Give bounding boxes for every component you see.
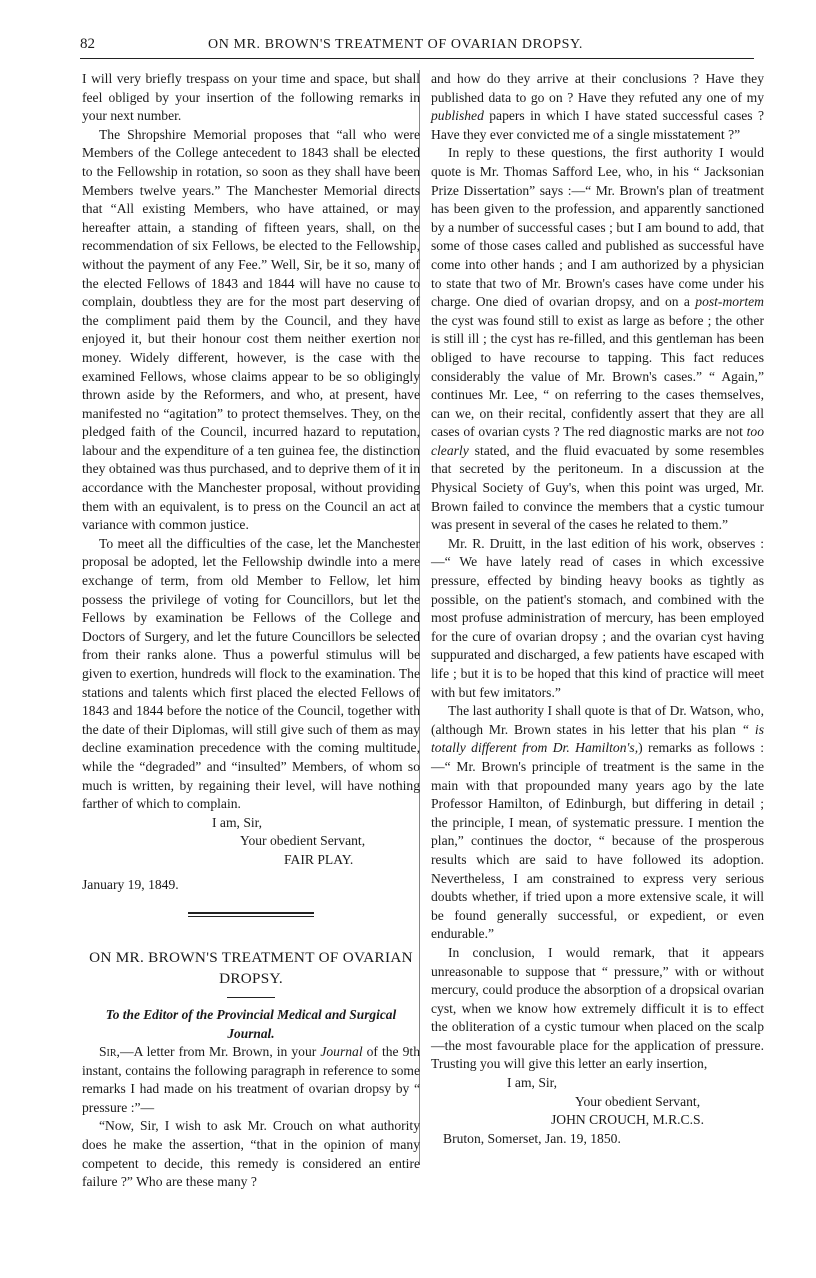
closing-servant: Your obedient Servant, xyxy=(575,1093,701,1109)
letter-date: January 19, 1849. xyxy=(82,876,179,892)
signature: FAIR PLAY. xyxy=(284,851,354,867)
paragraph: The Shropshire Memorial proposes that “all who were Members of the College antecedent to 1843 shall be elected to the Fellowship in rotation, so soon as they shall have been Members twelve years.” The Manchester Memorial directs that “All existing Members, who have attained, or may hereafter attain, a standing of fifteen years, shall, on the recommendation of six Fellows, be elected to the Fellowship, without the payment of any Fee.” Well, Sir, be it so, many of the elected Fellows of 1843 and 1844 will have no cause to complain, doubtless they are for the most part deserving of the compliment paid them by the Council, and they have enjoyed it, but their honour cost them neither exertion nor money. Widely different, however, is the case with the examined Fellows, whose claims appear to be so obligingly thrown aside by the Reformers, and who, at present, have manifested no “agitation” to protect themselves. They, on the pledged faith of the Council, incurred hazard to reputation, labour and the expenditure of a ten guinea fee, the distinction they obtained was thus purchased, and to deprive them of it in accordance with the Manchester proposal, without providing them with an equivalent, is to press on the Council an act at variance with common justice. xyxy=(82,126,420,533)
text-run: papers in which I have stated successful cases ? Have they ever convicted me of a single misstatement ?” xyxy=(431,108,764,142)
paragraph xyxy=(431,702,764,944)
paragraph xyxy=(431,70,764,144)
title-rule xyxy=(227,997,275,998)
italic-run: post-mortem xyxy=(695,294,764,310)
page-number: 82 xyxy=(80,36,95,52)
italic-run: “ is totally different from Dr. Hamilton's, xyxy=(431,721,764,756)
paragraph: “Now, Sir, I wish to ask Mr. Crouch on what authority does he make the assertion, “that in the opinion of many competent to decide, this remedy is considered an entire failure ?” Who are these many ? xyxy=(82,1118,420,1190)
article-title: ON MR. BROWN'S TREATMENT OF OVARIAN DROPSY. xyxy=(89,949,413,988)
paragraph xyxy=(431,144,764,534)
text-run: of the 9th instant, contains the following paragraph in reference to some remarks I had made on his treatment of ovarian dropsy by “ pressure :”— xyxy=(82,1043,420,1115)
signature: JOHN CROUCH, M.R.C.S. xyxy=(551,1112,704,1128)
place-date: Bruton, Somerset, Jan. 19, 1850. xyxy=(443,1130,621,1146)
italic-run: too clearly xyxy=(431,424,764,458)
salutation: Sir, xyxy=(99,1043,120,1059)
text-run: and how do they arrive at their conclusions ? Have they published data to go on ? Have they refuted any one of my xyxy=(431,71,764,105)
closing-servant: Your obedient Servant, xyxy=(240,833,366,849)
paragraph xyxy=(82,1043,420,1117)
text-run: stated, and the fluid evacuated by some resembles that secreted by the peritoneum. In a discussion at the Physical Society of Guy's, when this point was urged, Mr. Brown failed to convince the members that a cystic tumour was present in several of the cases he related to them.” xyxy=(431,442,764,533)
paragraph: I will very briefly trespass on your time and space, but shall feel obliged by your insertion of the following remarks in your next number. xyxy=(82,71,420,124)
editor-address: To the Editor of the Provincial Medical and Surgical Journal. xyxy=(105,1007,397,1041)
italic-run: published xyxy=(431,108,484,124)
running-header xyxy=(80,34,754,59)
italic-run: Journal xyxy=(320,1043,363,1059)
text-run: ) remarks as follows :—“ Mr. Brown's principle of treatment is the same in the main with that propounded many years ago by the late Professor Hamilton, of Edinburgh, but differing in detail ; the principle, I mean, of systematic pressure. I mention the plan,” continues the doctor, “ because of the prosperous results which are said to have followed its adoption. Nevertheless, I am constrained to express very serious doubts whether, if tried upon a more extensive scale, it will be found generally successful, or expedient, or even endurable.” xyxy=(431,740,764,942)
text-run: The last authority I shall quote is that of Dr. Watson, who, (although Mr. Brown states in his letter that his plan xyxy=(431,703,764,737)
text-run: —A letter from Mr. Brown, in your xyxy=(119,1043,321,1059)
running-title: ON MR. BROWN'S TREATMENT OF OVARIAN DROPSY. xyxy=(208,37,584,52)
paragraph: In conclusion, I would remark, that it appears unreasonable to suppose that “ pressure,” with or without mercury, could produce the absorption of a dropsical ovarian cyst, when we know how extremely difficult it is to effect the obliteration of a cystic tumour when placed on the scalp—the most favourable place for the application of pressure. Trusting you will give this letter an early insertion, xyxy=(431,944,764,1072)
right-column xyxy=(431,70,764,1148)
paragraph: To meet all the difficulties of the case, let the Manchester proposal be adopted, let the Fellowship dwindle into a mere exchange of term, from old Member to Fellow, let him possess the privilege of voting for Councillors, but let the Fellows by examination be Fellows of the College and Doctors of Surgery, and let the future Councillors be selected from their ranks alone. Thus a powerful stimulus will be given to exertion, hundreds will flock to the examination. The stations and talents which first placed the elected Fellows of 1843 and 1844 before the notice of the Council, together with the date of their Diplomas, will still give such of them as may decline examination precedence with the coming multitude, while the “degraded” and “insulted” Members, of whom so much is written, by regaining their level, will have nothing farther of which to complain. xyxy=(82,535,420,812)
closing-salutation: I am, Sir, xyxy=(212,814,263,830)
section-divider xyxy=(188,912,314,917)
text-run: the cyst was found still to exist as large as before ; the other is still ill ; the cyst has re-filled, and this gentleman has been obliged to have recourse to tapping. This fact reduces considerably the value of Mr. Brown's cases.” “ Again,” continues Mr. Lee, “ on referring to the cases themselves, can we, on their recital, confidently assert that they are all cases of ovarian cysts ? The red diagnostic marks are not xyxy=(431,312,764,440)
left-column xyxy=(82,70,420,1192)
paragraph: Mr. R. Druitt, in the last edition of his work, observes :—“ We have lately read of cases in which excessive pressure, effected by binding heavy books as tightly as possible, on the patient's stomach, and combined with the most profuse administration of mercury, has been employed for the cure of ovarian dropsy ; and the ovarian cyst having suppurated and discharged, a few patients have escaped with life ; but it is to be hoped that this kind of practice will meet with but few imitators.” xyxy=(431,535,764,700)
closing-salutation: I am, Sir, xyxy=(507,1075,558,1091)
text-run: In reply to these questions, the first authority I would quote is Mr. Thomas Safford Lee, who, in his “ Jacksonian Prize Dissertation” says :—“ Mr. Brown's plan of treatment has been given to the profession, and apparently sanctioned by a number of successful cases ; but I am bound to add, that some of those cases called and published as successful have come into other hands ; and I am authorized by a physician to state that two of Mr. Brown's cases have come under his charge. One died of ovarian dropsy, and on a xyxy=(431,145,764,310)
